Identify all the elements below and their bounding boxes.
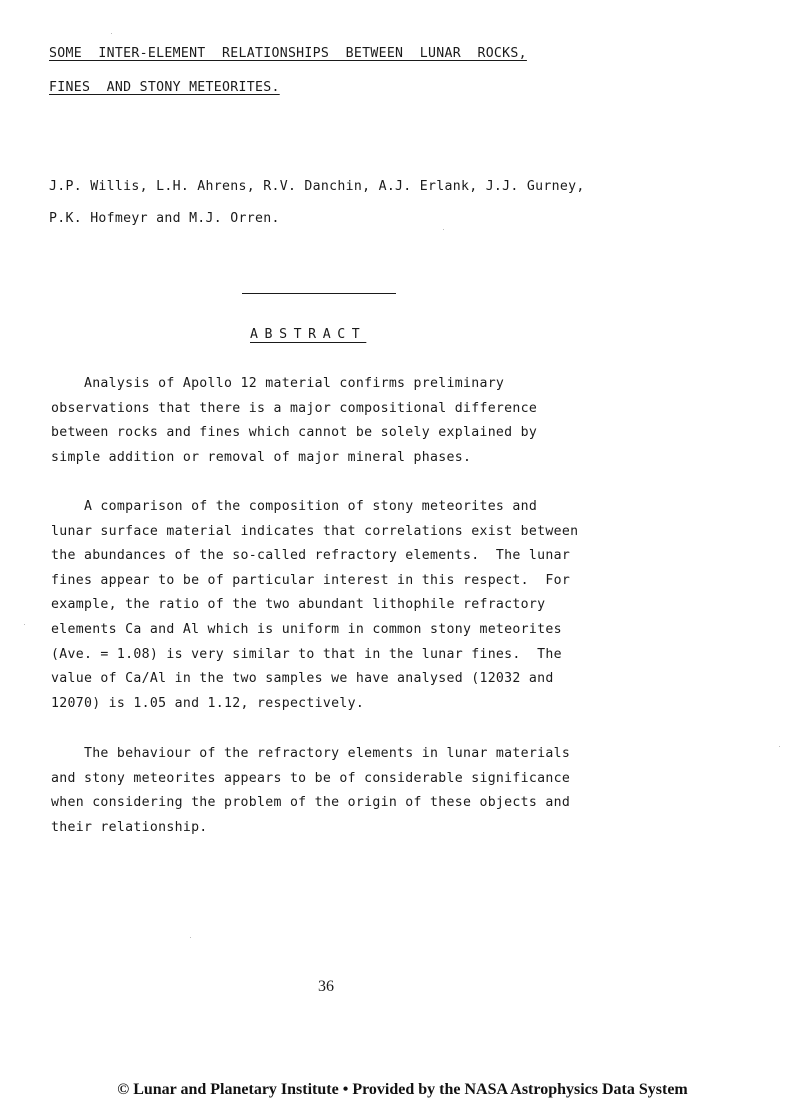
title-line-2: FINES AND STONY METEORITES.	[49, 80, 280, 95]
paragraph-3-line-1: The behaviour of the refractory elements in lunar materials	[51, 746, 571, 761]
paragraph-2-line-6: elements Ca and Al which is uniform in common stony meteorites	[51, 622, 562, 637]
footer-credit: © Lunar and Planetary Institute • Provided by the NASA Astrophysics Data System	[117, 1081, 688, 1098]
paragraph-3-line-4: their relationship.	[51, 820, 208, 835]
scan-speck	[111, 33, 112, 34]
paragraph-2-line-4: fines appear to be of particular interest in this respect. For	[51, 573, 571, 588]
paragraph-1-line-2: observations that there is a major compositional difference	[51, 401, 538, 416]
scan-speck	[779, 746, 780, 747]
paragraph-3-line-3: when considering the problem of the origin of these objects and	[51, 795, 571, 810]
paragraph-2-line-9: 12070) is 1.05 and 1.12, respectively.	[51, 696, 365, 711]
scan-speck	[24, 624, 25, 625]
authors-line-2: P.K. Hofmeyr and M.J. Orren.	[49, 211, 280, 226]
scan-speck	[443, 229, 444, 230]
abstract-heading: ABSTRACT	[250, 327, 367, 342]
paragraph-1-line-3: between rocks and fines which cannot be solely explained by	[51, 425, 538, 440]
paragraph-2-line-2: lunar surface material indicates that correlations exist between	[51, 524, 579, 539]
paragraph-2-line-8: value of Ca/Al in the two samples we have analysed (12032 and	[51, 671, 554, 686]
scan-speck	[190, 937, 191, 938]
paragraph-2-line-7: (Ave. = 1.08) is very similar to that in the lunar fines. The	[51, 647, 562, 662]
page-number: 36	[318, 978, 334, 995]
paragraph-2-line-5: example, the ratio of the two abundant lithophile refractory	[51, 597, 546, 612]
paragraph-1-line-4: simple addition or removal of major mineral phases.	[51, 450, 472, 465]
separator-rule	[242, 293, 396, 294]
authors-line-1: J.P. Willis, L.H. Ahrens, R.V. Danchin, A.J. Erlank, J.J. Gurney,	[49, 179, 585, 194]
paragraph-2-line-3: the abundances of the so-called refractory elements. The lunar	[51, 548, 571, 563]
paragraph-2-line-1: A comparison of the composition of stony meteorites and	[51, 499, 538, 514]
title-line-1: SOME INTER-ELEMENT RELATIONSHIPS BETWEEN LUNAR ROCKS,	[49, 46, 527, 61]
paragraph-1-line-1: Analysis of Apollo 12 material confirms preliminary	[51, 376, 505, 391]
paragraph-3-line-2: and stony meteorites appears to be of considerable significance	[51, 771, 571, 786]
